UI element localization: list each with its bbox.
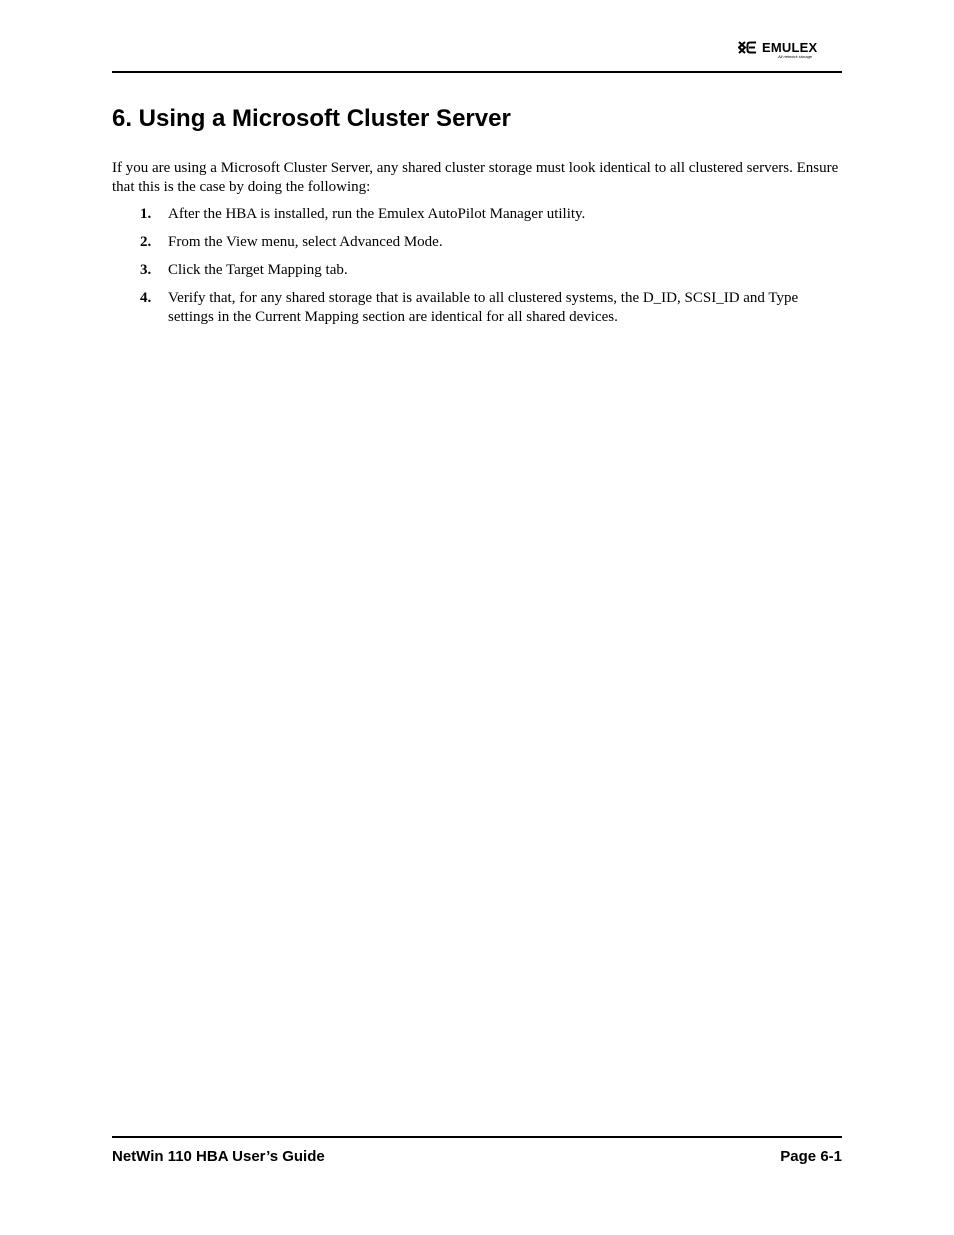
step-item: [112, 233, 842, 252]
step-text: Click the Target Mapping tab.: [168, 262, 348, 278]
emulex-logo: [738, 40, 838, 64]
intro-paragraph: If you are using a Microsoft Cluster Server, any shared cluster storage must look identical to all clustered servers. Ensure that this is the case by doing the following:: [112, 160, 839, 195]
step-number: 4.: [140, 290, 152, 306]
step-item: [112, 261, 842, 280]
footer-guide-title: NetWin 110 HBA User’s Guide: [112, 1148, 325, 1165]
step-number: 3.: [140, 262, 152, 278]
logo-tagline: All network storage: [778, 54, 813, 59]
step-text: After the HBA is installed, run the Emulex AutoPilot Manager utility.: [168, 206, 586, 222]
step-item: [112, 205, 842, 224]
footer-page-number: Page 6-1: [780, 1148, 842, 1165]
emulex-logo-icon: [738, 41, 758, 54]
step-text: From the View menu, select Advanced Mode.: [168, 234, 443, 250]
step-number: 1.: [140, 206, 152, 222]
chapter-title: 6. Using a Microsoft Cluster Server: [112, 105, 511, 132]
footer-rule: [112, 1136, 842, 1138]
step-text: Verify that, for any shared storage that is available to all clustered systems, the D_ID, SCSI_ID and Type settings in the Current Mapping section are identical for all shared devices.: [168, 290, 799, 325]
step-item: [112, 289, 842, 327]
steps-list: [112, 205, 842, 336]
logo-brand-text: EMULEX: [762, 40, 818, 55]
header-rule: [112, 71, 842, 73]
step-number: 2.: [140, 234, 152, 250]
